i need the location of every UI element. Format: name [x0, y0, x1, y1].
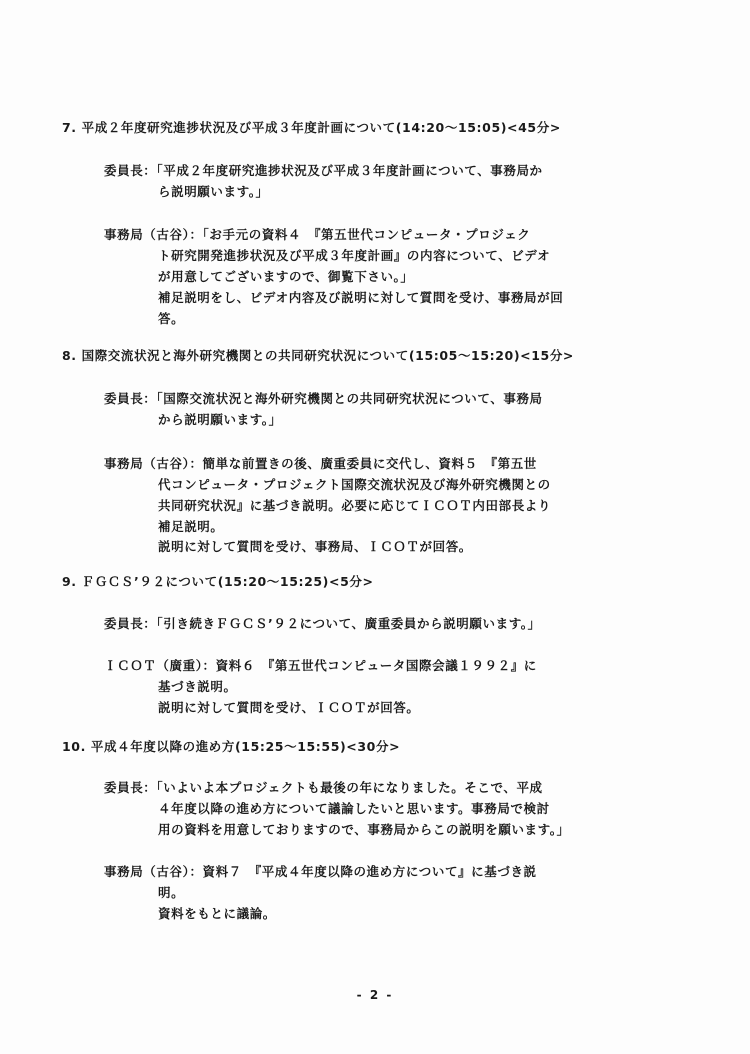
section-8-heading: 8. 国際交流状況と海外研究機関との共同研究状況について(15:05～15:20)<15分> [62, 348, 574, 363]
section-7-chair-line-2: ら説明願います。」 [158, 184, 269, 199]
section-10-chair-line-1: 委員長：「いよいよ本プロジェクトも最後の年になりました。そこで、平成 [104, 780, 543, 795]
section-8-secretariat-line-4: 補足説明。 [158, 519, 224, 534]
section-10-secretariat-line-2: 明。 [158, 885, 185, 900]
section-8-secretariat-line-1: 事務局（古谷）：簡単な前置きの後、廣重委員に交代し、資料５ 『第五世 [104, 456, 537, 471]
section-7-secretariat-line-2: ト研究開発進捗状況及び平成３年度計画』の内容について、ビデオ [158, 248, 551, 263]
section-7-secretariat-line-1: 事務局（古谷）：「お手元の資料４ 『第五世代コンピュータ・プロジェク [104, 227, 531, 242]
section-7-heading: 7. 平成２年度研究進捗状況及び平成３年度計画について(14:20～15:05)<45分> [62, 120, 561, 135]
section-9-icot-line-1: ＩＣＯＴ（廣重）：資料６ 『第五世代コンピュータ国際会議１９９２』に [104, 658, 537, 673]
section-10-secretariat-line-3: 資料をもとに議論。 [158, 906, 276, 921]
section-10-heading: 10. 平成４年度以降の進め方(15:25～15:55)<30分> [62, 739, 401, 754]
section-9-chair-line-1: 委員長：「引き続きＦＧＣＳ’９２について、廣重委員から説明願います。」 [104, 616, 541, 631]
section-10-chair-line-2: ４年度以降の進め方について議論したいと思います。事務局で検討 [158, 801, 550, 816]
section-9-icot-line-2: 基づき説明。 [158, 679, 237, 694]
page-number: - 2 - [356, 988, 394, 1002]
section-8-secretariat-line-2: 代コンピュータ・プロジェクト国際交流状況及び海外研究機関との [158, 477, 551, 492]
section-8-chair-line-1: 委員長：「国際交流状況と海外研究機関との共同研究状況について、事務局 [104, 391, 543, 406]
section-7-secretariat-line-3: が用意してございますので、御覧下さい。」 [158, 269, 414, 284]
section-7-secretariat-line-4: 補足説明をし、ビデオ内容及び説明に対して質問を受け、事務局が回 [158, 290, 564, 305]
section-7-secretariat-line-5: 答。 [158, 311, 185, 326]
section-10-secretariat-line-1: 事務局（古谷）：資料７ 『平成４年度以降の進め方について』に基づき説 [104, 864, 537, 879]
section-9-heading: 9. ＦＧＣＳ’９２について(15:20～15:25)<5分> [62, 574, 374, 589]
section-8-chair-line-2: から説明願います。」 [158, 412, 282, 427]
section-8-secretariat-line-3: 共同研究状況』に基づき説明。必要に応じてＩＣＯＴ内田部長より [158, 498, 552, 513]
section-10-chair-line-3: 用の資料を用意しておりますので、事務局からこの説明を願います。」 [158, 822, 570, 837]
section-9-icot-line-3: 説明に対して質問を受け、ＩＣＯＴが回答。 [158, 700, 420, 715]
section-7-chair-line-1: 委員長：「平成２年度研究進捗状況及び平成３年度計画について、事務局か [104, 163, 543, 178]
section-8-secretariat-line-5: 説明に対して質問を受け、事務局、ＩＣＯＴが回答。 [158, 539, 472, 554]
